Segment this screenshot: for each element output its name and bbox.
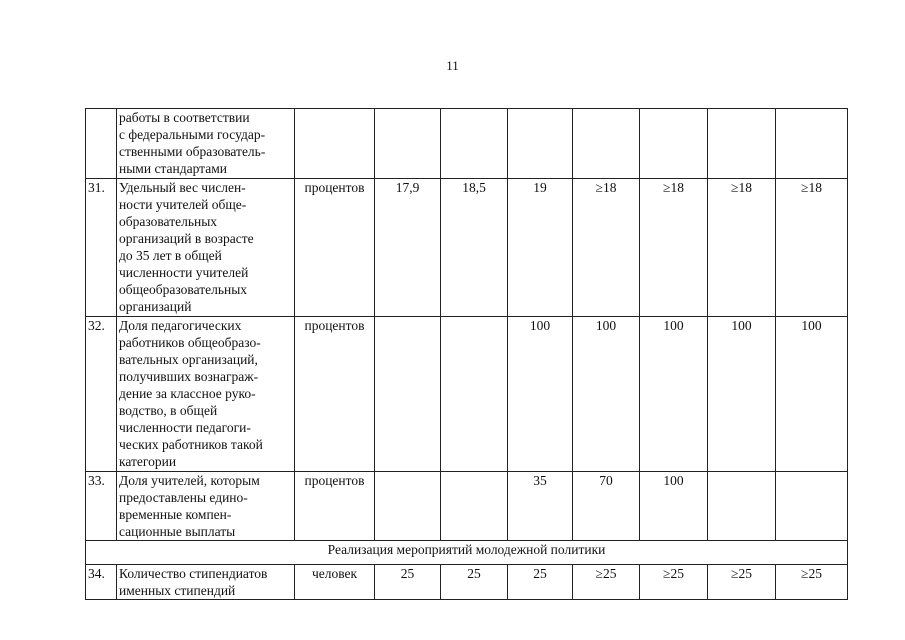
value-cell (508, 109, 573, 179)
value-cell: 70 (573, 472, 640, 541)
value-cell (441, 317, 508, 472)
indicator-name: Доля педагогических работников общеобразо- вательных организаций, получивших вознаграж- дение за классное руко- водство, в общей численности педагоги- ческих работников такой категории (117, 317, 295, 472)
row-number (86, 109, 117, 179)
value-cell: 100 (640, 472, 708, 541)
unit-cell: процентов (295, 317, 375, 472)
table-row (86, 472, 848, 541)
value-cell: ≥25 (573, 565, 640, 600)
unit-cell: процентов (295, 472, 375, 541)
table-body (86, 109, 848, 600)
row-number: 33. (86, 472, 117, 541)
value-cell: 35 (508, 472, 573, 541)
unit-cell: процентов (295, 179, 375, 317)
value-cell (776, 472, 848, 541)
unit-cell: человек (295, 565, 375, 600)
value-cell: 25 (508, 565, 573, 600)
unit-cell (295, 109, 375, 179)
value-cell: ≥18 (640, 179, 708, 317)
value-cell: ≥25 (640, 565, 708, 600)
value-cell (708, 472, 776, 541)
indicator-name: Удельный вес числен- ности учителей обще- образовательных организаций в возрасте до 35 лет в общей численности учителей общеобразовательных организаций (117, 179, 295, 317)
page-number: 11 (446, 58, 459, 73)
value-cell (441, 472, 508, 541)
value-cell: 18,5 (441, 179, 508, 317)
value-cell: 100 (508, 317, 573, 472)
value-cell: 25 (441, 565, 508, 600)
row-number: 32. (86, 317, 117, 472)
value-cell: 100 (573, 317, 640, 472)
table-row (86, 565, 848, 600)
value-cell: ≥25 (776, 565, 848, 600)
row-number: 31. (86, 179, 117, 317)
value-cell: ≥18 (573, 179, 640, 317)
section-row (86, 541, 848, 565)
indicator-name: Количество стипендиатов именных стипендий (117, 565, 295, 600)
value-cell: 100 (708, 317, 776, 472)
table-row (86, 179, 848, 317)
value-cell (441, 109, 508, 179)
value-cell: 25 (375, 565, 441, 600)
value-cell: ≥18 (776, 179, 848, 317)
value-cell (708, 109, 776, 179)
value-cell: 100 (640, 317, 708, 472)
value-cell (375, 472, 441, 541)
section-title: Реализация мероприятий молодежной политики (86, 541, 848, 565)
value-cell (573, 109, 640, 179)
value-cell (640, 109, 708, 179)
indicator-name: работы в соответствии с федеральными государ- ственными образователь- ными стандартами (117, 109, 295, 179)
value-cell (776, 109, 848, 179)
value-cell: 17,9 (375, 179, 441, 317)
value-cell: ≥18 (708, 179, 776, 317)
row-number: 34. (86, 565, 117, 600)
indicator-name: Доля учителей, которым предоставлены едино- временные компен- сационные выплаты (117, 472, 295, 541)
value-cell: ≥25 (708, 565, 776, 600)
table-row (86, 109, 848, 179)
value-cell (375, 109, 441, 179)
value-cell (375, 317, 441, 472)
table-row (86, 317, 848, 472)
indicators-table (85, 108, 848, 600)
value-cell: 19 (508, 179, 573, 317)
value-cell: 100 (776, 317, 848, 472)
